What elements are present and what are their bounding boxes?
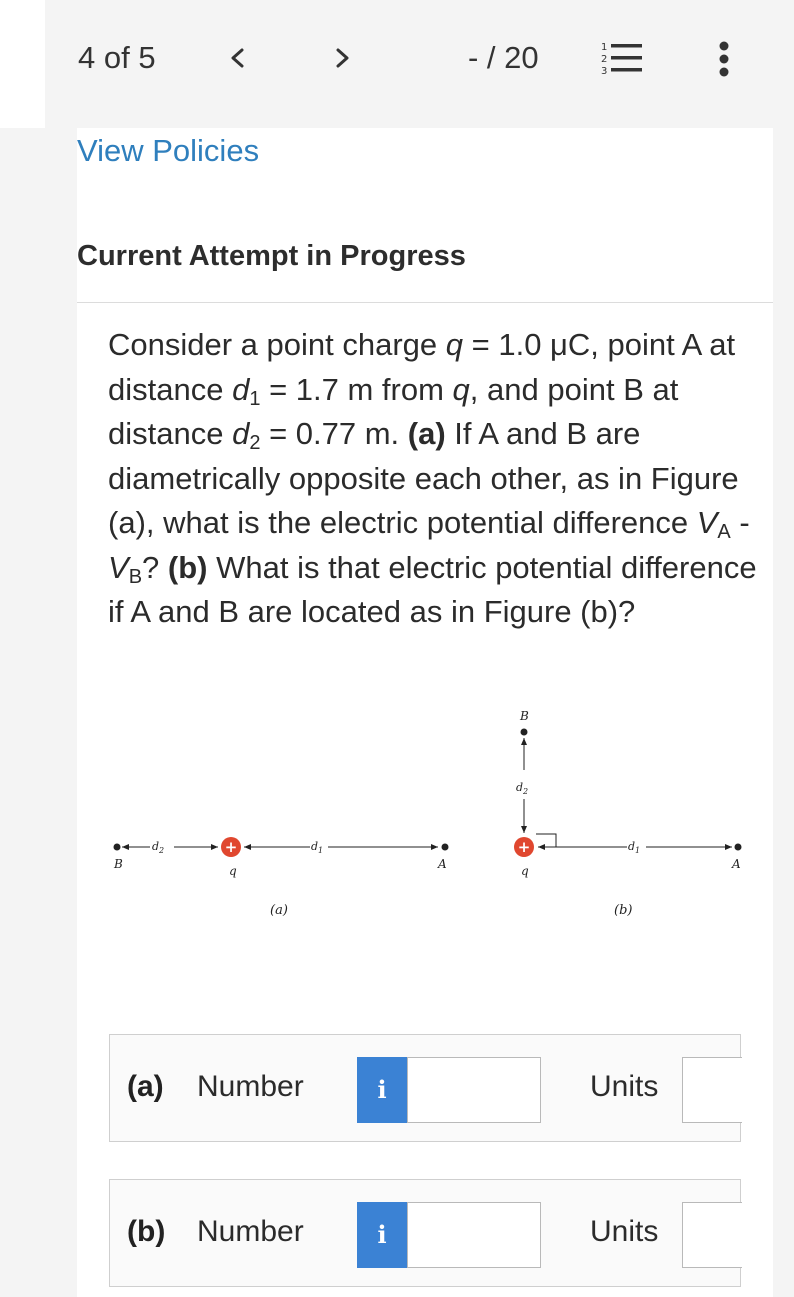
- svg-text:B: B: [520, 709, 529, 723]
- number-label: Number: [197, 1070, 304, 1103]
- attempt-heading: Current Attempt in Progress: [77, 240, 466, 272]
- point-b-dot-b: [521, 729, 528, 736]
- next-question-button[interactable]: [327, 40, 357, 76]
- question-navigation-bar: [45, 0, 794, 128]
- label-d1-a: $d_1$: [311, 840, 324, 855]
- units-select-a[interactable]: [682, 1057, 742, 1123]
- header-left-margin: [0, 0, 45, 128]
- figure-b: [514, 709, 742, 918]
- svg-text:(a): (a): [270, 903, 288, 918]
- svg-text:+: +: [224, 838, 238, 856]
- info-button[interactable]: i: [357, 1202, 407, 1268]
- svg-text:B: B: [114, 857, 123, 871]
- label-d1-b: $d_1$: [628, 840, 641, 855]
- svg-text:A: A: [732, 857, 741, 871]
- part-label: (b): [127, 1215, 166, 1248]
- number-input-b[interactable]: [407, 1202, 541, 1268]
- svg-text:2: 2: [601, 54, 608, 65]
- point-a-dot: [442, 844, 449, 851]
- svg-text:1: 1: [601, 42, 608, 53]
- svg-text:q: q: [229, 864, 237, 878]
- charge-figure: [100, 700, 760, 940]
- more-options-button[interactable]: [713, 38, 735, 80]
- label-d2-b: $d_2$: [516, 781, 529, 796]
- question-text: Consider a point charge q = 1.0 μC, point A at distance $d_1 = 1.7$ m from q, and point B at distance $d_2 = 0.77$ m. (a) If A and B are diametrically opposite each other, as in Figure (a), what is the electric potential difference $V_A - V_B$? (b) What is that electric potential difference if A and B are located as in Figure (b)?: [108, 327, 757, 629]
- units-label: Units: [590, 1215, 659, 1248]
- answer-row-b: [109, 1179, 741, 1287]
- chevron-right-icon: [327, 40, 357, 76]
- charge-diagram: [100, 700, 760, 940]
- info-button[interactable]: i: [357, 1057, 407, 1123]
- figure-a: [113, 837, 449, 918]
- chevron-left-icon: [223, 40, 253, 76]
- point-a-dot-b: [735, 844, 742, 851]
- svg-text:3: 3: [601, 66, 608, 77]
- point-b-dot: [114, 844, 121, 851]
- svg-text:A: A: [438, 857, 447, 871]
- vertical-dots-icon: [713, 38, 735, 80]
- units-select-b[interactable]: [682, 1202, 742, 1268]
- question-position: 4 of 5: [78, 40, 156, 75]
- svg-text:+: +: [517, 838, 531, 856]
- score-display: - / 20: [468, 40, 539, 75]
- question-list-button[interactable]: [598, 38, 648, 78]
- view-policies-link[interactable]: View Policies: [77, 133, 260, 168]
- answer-row-a: [109, 1034, 741, 1142]
- prev-question-button[interactable]: [223, 40, 253, 76]
- part-label: (a): [127, 1070, 164, 1103]
- numbered-list-icon: [598, 38, 648, 78]
- units-label: Units: [590, 1070, 659, 1103]
- svg-text:(b): (b): [614, 903, 633, 918]
- label-d2-a: $d_2$: [152, 840, 165, 855]
- number-label: Number: [197, 1215, 304, 1248]
- svg-text:q: q: [521, 864, 529, 878]
- divider: [77, 302, 773, 303]
- number-input-a[interactable]: [407, 1057, 541, 1123]
